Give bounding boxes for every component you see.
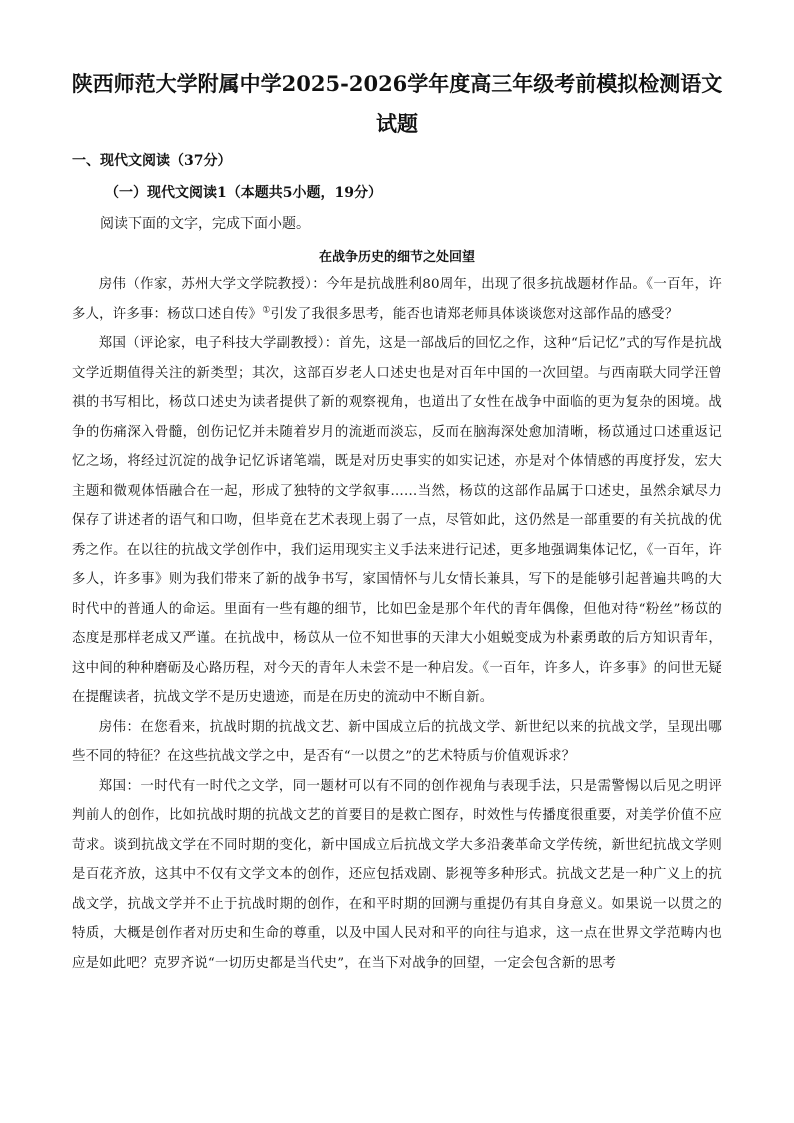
paragraph-1-text-b: 引发了我很多思考，能否也请郑老师具体谈谈您对这部作品的感受？: [270, 306, 679, 322]
paragraph-4: 郑国：一时代有一时代之文学，同一题材可以有不同的创作视角与表现手法，只是需警惕以后见之明评判前人的创作，比如抗战时期的抗战文艺的首要目的是救亡图存，时效性与传播度很重要，对美学价值不应苛求。谈到抗战文学在不同时期的变化，新中国成立后抗战文学大多沿袭革命文学传统，新世纪抗战文学则是百花齐放，这其中不仅有文学文本的创作，还应包括戏剧、影视等多种形式。抗战文艺是一种广义上的抗战文学，抗战文学并不止于抗战时期的创作，在和平时期的回溯与重提仍有其自身意义。如果说一以贯之的特质，大概是创作者对历史和生命的尊重，以及中国人民对和平的向往与追求，这一点在世界文学范畴内也应是如此吧？克罗齐说“一切历史都是当代史”，在当下对战争的回望，一定会包含新的思考: [72, 778, 722, 971]
paragraph-1: [72, 270, 722, 329]
subsection-heading: （一）现代文阅读1（本题共5小题，19分）: [105, 185, 382, 201]
article-body: [72, 270, 722, 978]
section-heading: 一、现代文阅读（37分）: [72, 153, 232, 169]
reading-instruction: 阅读下面的文字，完成下面小题。: [100, 216, 310, 232]
exam-title-line2: 试题: [376, 111, 418, 136]
exam-title-line1: 陕西师范大学附属中学2025-2026学年度高三年级考前模拟检测语文: [71, 71, 723, 96]
paragraph-3: 房伟：在您看来，抗战时期的抗战文艺、新中国成立后的抗战文学、新世纪以来的抗战文学，呈现出哪些不同的特征？在这些抗战文学之中，是否有“一以贯之”的艺术特质与价值观诉求？: [72, 719, 722, 764]
paragraph-1-text-a: 房伟（作家，苏州大学文学院教授）：今年是抗战胜利80周年，出现了很多抗战题材作品。《一百年，许多人，许多事：杨苡口述自传》: [72, 277, 722, 322]
footnote-marker: ①: [262, 305, 271, 316]
paragraph-2: 郑国（评论家，电子科技大学副教授）：首先，这是一部战后的回忆之作，这种“后记忆”式的写作是抗战文学近期值得关注的新类型；其次，这部百岁老人口述史也是对百年中国的一次回望。与西南联大同学汪曾祺的书写相比，杨苡口述史为读者提供了新的观察视角，也道出了女性在战争中面临的更为复杂的困境。战争的伤痛深入骨髓，创伤记忆并未随着岁月的流逝而淡忘，反而在脑海深处愈加清晰，杨苡通过口述重返记忆之场，将经过沉淀的战争记忆诉诸笔端，既是对历史事实的如实记述，亦是对个体情感的再度抒发，宏大主题和微观体悟融合在一起，形成了独特的文学叙事……当然，杨苡的这部作品属于口述史，虽然余斌尽力保存了讲述者的语气和口吻，但毕竟在艺术表现上弱了一点，尽管如此，这仍然是一部重要的有关抗战的优秀之作。在以往的抗战文学创作中，我们运用现实主义手法来进行记述，更多地强调集体记忆，《一百年，许多人，许多事》则为我们带来了新的战争书写，家国情怀与儿女情长兼具，写下的是能够引起普遍共鸣的大时代中的普通人的命运。里面有一些有趣的细节，比如巴金是那个年代的青年偶像，但他对待“粉丝”杨苡的态度是那样老成又严谨。在抗战中，杨苡从一位不知世事的天津大小姐蜕变成为朴素勇敢的后方知识青年，这中间的种种磨砺及心路历程，对今天的青年人未尝不是一种启发。《一百年，许多人，许多事》的问世无疑在提醒读者，抗战文学不是历史遗迹，而是在历史的流动中不断自新。: [72, 336, 722, 705]
article-title: 在战争历史的细节之处回望: [318, 250, 475, 265]
